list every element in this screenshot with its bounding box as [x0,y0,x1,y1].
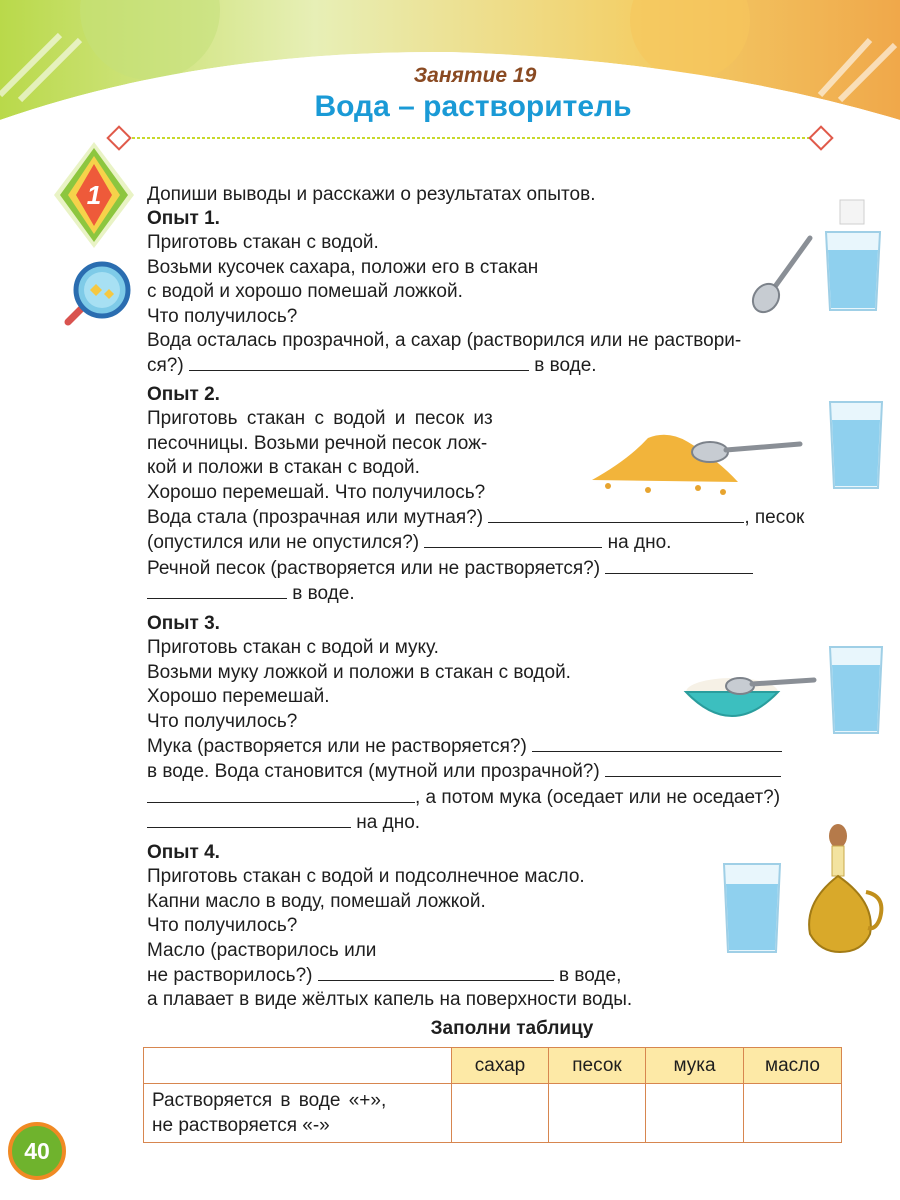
text-line: Приготовь стакан с водой и муку. [147,637,439,659]
table-corner-cell [144,1048,452,1084]
column-header-sugar: сахар [452,1048,549,1084]
answer-blank[interactable] [147,810,351,828]
text-line: Вода осталась прозрачной, а сахар (растворился или не раствори- [147,330,742,352]
text-line: Возьми кусочек сахара, положи его в стакан [147,256,539,278]
answer-line [147,505,804,530]
lesson-number: Занятие 19 [413,64,537,87]
text-fragment: Мука (растворяется или не растворяется?) [147,736,527,758]
experiment-1 [147,207,741,379]
page-number: 40 [8,1122,66,1180]
answer-line [147,353,741,378]
text-fragment: в воде. [292,583,355,605]
answer-cell-flour[interactable] [646,1084,744,1143]
text-fragment: в воде. [534,355,597,377]
answer-blank[interactable] [488,505,744,523]
text-fragment: ся?) [147,355,184,377]
answer-line [147,530,804,555]
answer-blank[interactable] [318,963,554,981]
text-line: Что получилось? [147,710,298,732]
table-row [144,1084,842,1143]
text-line: а плавает в виде жёлтых капель на поверхности воды. [147,989,633,1011]
text-line: с водой и хорошо помешай ложкой. [147,281,463,303]
row-label [144,1084,452,1143]
text-fragment: Речной песок (растворяется или не растворяется?) [147,557,601,579]
answer-line [147,556,804,581]
glass-of-water-icon [826,645,886,735]
table-header-row [144,1048,842,1084]
answer-cell-sugar[interactable] [452,1084,549,1143]
text-fragment: Вода стала (прозрачная или мутная?) [147,507,484,529]
flour-bowl-icon [680,660,820,730]
text-line: Приготовь стакан с водой и подсолнечное масло. [147,866,585,888]
task-instruction: Допиши выводы и расскажи о результатах опытов. [147,184,596,205]
text-fragment: не растворилось?) [147,965,313,987]
glass-of-water-icon [826,400,886,490]
table-title: Заполни таблицу [430,1018,594,1039]
answer-line [147,810,782,835]
task-number: 1 [86,180,102,210]
results-table [143,1047,842,1143]
text-line: Хорошо перемешай. [147,686,330,708]
column-header-sand: песок [549,1048,646,1084]
answer-line [147,963,632,988]
answer-blank[interactable] [147,581,287,599]
title-divider [105,118,840,158]
magnifier-icon [62,260,142,326]
answer-line [147,734,782,759]
experiment-heading: Опыт 4. [147,842,220,863]
text-fragment: (опустился или не опустился?) [147,532,420,554]
text-fragment: , а потом мука (оседает или не оседает?) [415,786,781,808]
text-line: Приготовь стакан с водой и песок из [147,408,493,430]
column-header-oil: масло [744,1048,842,1084]
answer-blank[interactable] [147,785,415,803]
text-line: Масло (растворилось или [147,939,377,961]
text-fragment: на дно. [356,812,421,834]
oil-jug-icon [800,822,886,954]
text-line: песочницы. Возьми речной песок лож- [147,432,488,454]
text-fragment: в воде. Вода становится (мутной или прозрачной?) [147,761,600,783]
answer-line [147,581,804,606]
text-line: Что получилось? [147,305,298,327]
experiment-4 [147,841,632,1013]
answer-blank[interactable] [605,759,781,777]
answer-cell-oil[interactable] [744,1084,842,1143]
task-number-badge [52,140,136,250]
glass-of-water-icon [818,196,888,314]
experiment-heading: Опыт 1. [147,208,220,229]
answer-blank[interactable] [189,353,529,371]
row-label-line: Растворяется в воде «+», [152,1090,387,1111]
text-line: Приготовь стакан с водой. [147,232,379,254]
column-header-flour: мука [646,1048,744,1084]
answer-blank[interactable] [532,734,782,752]
spoon-icon [740,232,820,314]
text-line: Возьми муку ложкой и положи в стакан с водой. [147,661,571,683]
text-fragment: в воде, [559,965,622,987]
text-line: Хорошо перемешай. Что получилось? [147,481,486,503]
text-fragment: на дно. [607,532,672,554]
experiment-heading: Опыт 2. [147,384,220,405]
row-label-line: не растворяется «-» [152,1115,330,1136]
answer-blank[interactable] [424,530,602,548]
text-fragment: , песок [744,507,805,529]
text-line: Капни масло в воду, помешай ложкой. [147,890,486,912]
answer-blank[interactable] [605,556,753,574]
glass-of-water-icon [720,862,784,954]
answer-line [147,759,782,784]
text-line: Что получилось? [147,915,298,937]
page-title: Вода – растворитель [314,90,632,123]
answer-line [147,785,782,810]
text-line: кой и положи в стакан с водой. [147,457,420,479]
experiment-heading: Опыт 3. [147,613,220,634]
answer-cell-sand[interactable] [549,1084,646,1143]
sand-pile-icon [588,420,806,498]
